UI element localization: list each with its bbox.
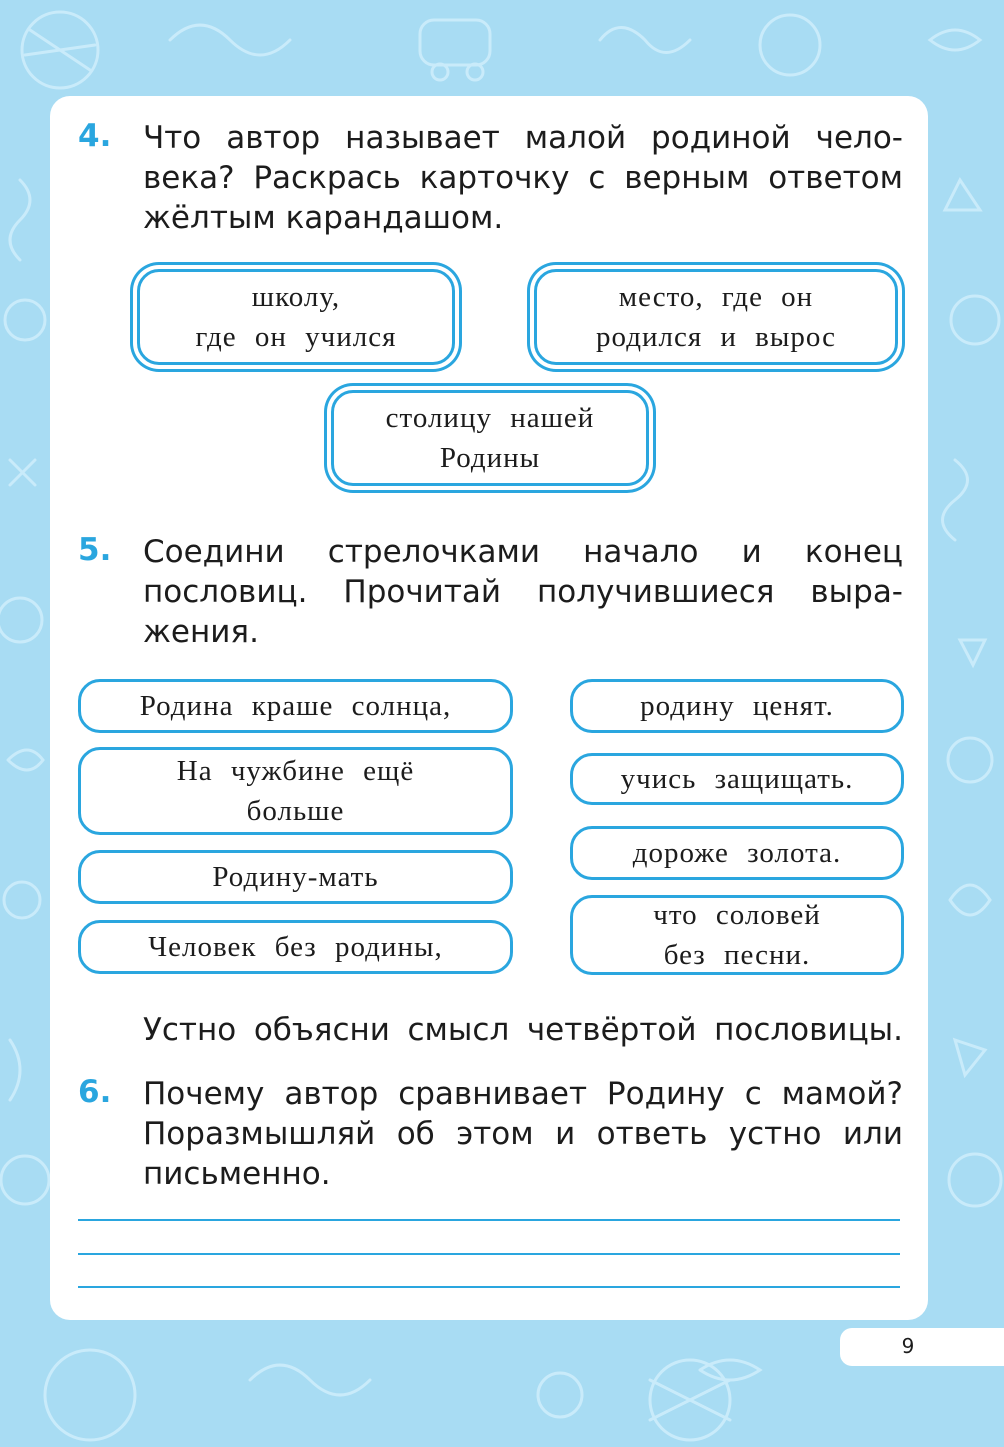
task6-line-2: Поразмышляй об этом и ответь устно или [143,1116,903,1152]
task4-question [143,118,903,238]
task5-question [143,532,903,652]
proverb-start-2[interactable] [78,747,513,835]
card-text-line: где он учился [195,321,397,353]
card-text-line: родился и вырос [596,321,836,353]
answer-card-birthplace[interactable] [534,269,898,365]
proverb-end-2[interactable]: учись защищать. [570,753,904,805]
task5-note-line: Устно объясни смысл четвёртой пословицы. [143,1012,903,1048]
proverb-text-line: что соловей [653,899,821,931]
proverb-text-line: без песни. [663,939,811,971]
task6-question [143,1074,903,1194]
answer-line-1[interactable] [78,1219,900,1221]
task4-number: 4. [78,118,112,154]
task5-line-3: жения. [143,614,259,650]
proverb-start-4[interactable]: Человек без родины, [78,920,513,974]
task4-line-2: века? Раскрась карточку с верным ответом [143,160,903,196]
proverb-start-3[interactable]: Родину-мать [78,850,513,904]
proverb-end-3[interactable]: дороже золота. [570,826,904,880]
task5-line-1: Соедини стрелочками начало и конец [143,534,903,570]
task5-note [143,1010,903,1050]
task5-line-2: пословиц. Прочитай получившиеся выра- [143,574,903,610]
task4-line-1: Что автор называет малой родиной чело- [143,120,903,156]
answer-card-school[interactable] [137,269,455,365]
task5-number: 5. [78,532,112,568]
proverb-text-line: На чужбине ещё [176,755,415,787]
card-text-line: школу, [251,281,341,313]
task6-line-3: письменно. [143,1156,331,1192]
page-number: 9 [901,1334,915,1358]
answer-line-2[interactable] [78,1253,900,1255]
card-text-line: Родины [439,442,541,474]
task6-line-1: Почему автор сравнивает Родину с мамой? [143,1076,903,1112]
card-text-line: место, где он [618,281,814,313]
card-text-line: столицу нашей [385,402,595,434]
proverb-end-4[interactable] [570,895,904,975]
proverb-start-1[interactable]: Родина краше солнца, [78,679,513,733]
proverb-text-line: больше [246,795,345,827]
task4-line-3: жёлтым карандашом. [143,200,504,236]
proverb-end-1[interactable]: родину ценят. [570,679,904,733]
task6-number: 6. [78,1074,112,1110]
answer-card-capital[interactable] [331,390,649,486]
answer-line-3[interactable] [78,1286,900,1288]
